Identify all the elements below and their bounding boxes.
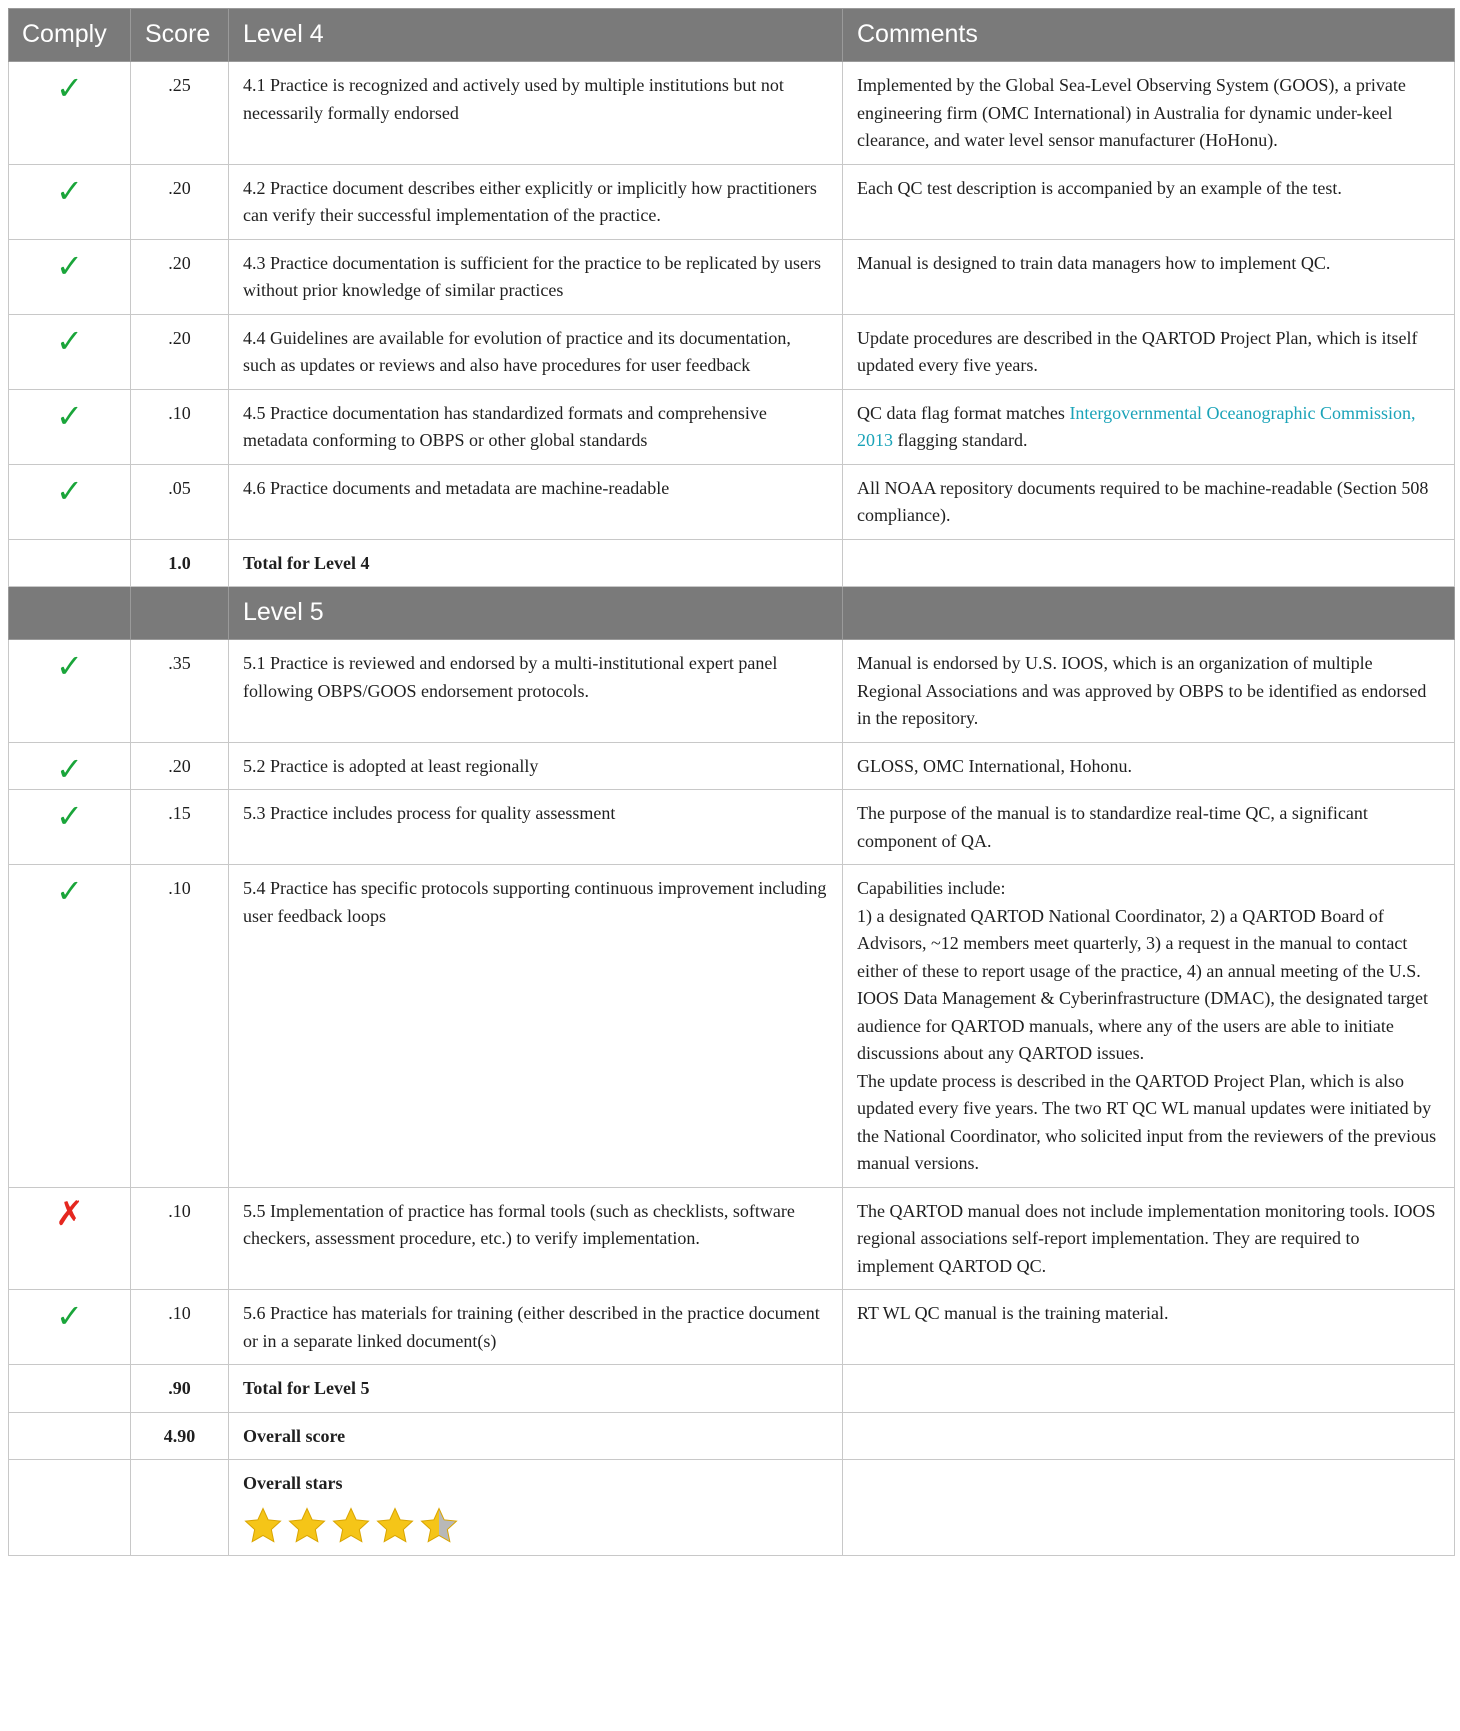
overall-score-row [9, 1412, 1455, 1460]
criterion-cell: 4.5 Practice documentation has standardized formats and comprehensive metadata conforming to OBPS or other global standards [229, 389, 843, 464]
star-icon [287, 1506, 327, 1546]
score-cell: .20 [131, 742, 229, 790]
comment-line: The update process is described in the QARTOD Project Plan, which is also updated every five years. The two RT QC WL manual updates were initiated by the National Coordinator, who solicited input from the reviewers of the previous manual versions. [857, 1070, 1437, 1173]
table-row [9, 1187, 1455, 1290]
total-row [9, 1365, 1455, 1413]
score-cell: .05 [131, 464, 229, 539]
comment-text: QC data flag format matches [857, 402, 1070, 423]
overall-score-label: Overall score [229, 1412, 843, 1460]
overall-stars-row [9, 1460, 1455, 1556]
stars-cell [229, 1460, 843, 1556]
comment-cell: Manual is designed to train data managers how to implement QC. [843, 239, 1455, 314]
score-cell: .20 [131, 239, 229, 314]
comment-cell: Implemented by the Global Sea-Level Observing System (GOOS), a private engineering firm (OMC International) in Australia for dynamic under-keel clearance, and water level sensor manufacturer (HoHonu). [843, 62, 1455, 165]
star-icon [243, 1506, 283, 1546]
comply-cell [9, 790, 131, 865]
comment-line: 1) a designated QARTOD National Coordinator, 2) a QARTOD Board of Advisors, ~12 members meet quarterly, 3) a request in the manual to contact either of these to report usage of the practice, 4) an annual meeting of the U.S. IOOS Data Management & Cyberinfrastructure (DMAC), the designated target audience for QARTOD manuals, where any of the users are able to initiate discussions about any QARTOD issues. [857, 905, 1428, 1063]
comment-cell: GLOSS, OMC International, Hohonu. [843, 742, 1455, 790]
check-icon: ✓ [56, 872, 83, 910]
criterion-cell: 4.3 Practice documentation is sufficient for the practice to be replicated by users without prior knowledge of similar practices [229, 239, 843, 314]
comply-cell [9, 62, 131, 165]
overall-stars-label: Overall stars [243, 1473, 343, 1493]
check-icon: ✓ [56, 647, 83, 685]
level-heading: Level 5 [229, 587, 843, 640]
total-label: Total for Level 5 [229, 1365, 843, 1413]
table-header [9, 9, 1455, 62]
table-row [9, 742, 1455, 790]
criterion-cell: 5.4 Practice has specific protocols supporting continuous improvement including user feedback loops [229, 865, 843, 1188]
criterion-cell: 5.3 Practice includes process for quality assessment [229, 790, 843, 865]
comply-cell [9, 1412, 131, 1460]
table-row [9, 62, 1455, 165]
comply-cell [9, 389, 131, 464]
comment-text: flagging standard. [893, 430, 1028, 450]
header-level: Level 4 [229, 9, 843, 62]
comment-cell [843, 1460, 1455, 1556]
score-cell: .10 [131, 865, 229, 1188]
table-row [9, 314, 1455, 389]
score-cell: .10 [131, 1187, 229, 1290]
check-icon: ✓ [56, 749, 83, 788]
criterion-cell: 4.1 Practice is recognized and actively used by multiple institutions but not necessarily formally endorsed [229, 62, 843, 165]
check-icon: ✓ [56, 69, 83, 107]
score-cell: .20 [131, 314, 229, 389]
check-icon: ✓ [56, 171, 83, 210]
comment-cell [843, 865, 1455, 1188]
comment-cell: Each QC test description is accompanied by an example of the test. [843, 164, 1455, 239]
comment-cell: The QARTOD manual does not include implementation monitoring tools. IOOS regional associations self-report implementation. They are required to implement QARTOD QC. [843, 1187, 1455, 1290]
criterion-cell: 4.4 Guidelines are available for evolution of practice and its documentation, such as updates or reviews and also have procedures for user feedback [229, 314, 843, 389]
comply-cell [9, 314, 131, 389]
check-icon: ✓ [56, 396, 83, 435]
star-icon [331, 1506, 371, 1546]
table-row [9, 389, 1455, 464]
comment-cell [843, 389, 1455, 464]
comment-cell [843, 539, 1455, 587]
comply-cell [9, 742, 131, 790]
criterion-cell: 4.6 Practice documents and metadata are machine-readable [229, 464, 843, 539]
level-heading-row [9, 587, 1455, 640]
comply-cell [9, 164, 131, 239]
check-icon: ✓ [56, 321, 83, 360]
total-row [9, 539, 1455, 587]
header-comply: Comply [9, 9, 131, 62]
criterion-cell: 5.2 Practice is adopted at least regionally [229, 742, 843, 790]
star-icon [375, 1506, 415, 1546]
score-cell: .10 [131, 389, 229, 464]
comply-cell [9, 1187, 131, 1290]
cross-icon: ✗ [55, 1193, 84, 1234]
comply-cell [9, 1290, 131, 1365]
criterion-cell: 5.6 Practice has materials for training (either described in the practice document or in a separate linked document(s) [229, 1290, 843, 1365]
comment-cell [843, 1365, 1455, 1413]
table-row [9, 239, 1455, 314]
comply-cell [9, 464, 131, 539]
header-comments: Comments [843, 9, 1455, 62]
check-icon: ✓ [56, 1297, 83, 1335]
total-score: 1.0 [131, 539, 229, 587]
comment-line: Capabilities include: [857, 878, 1006, 898]
total-score: .90 [131, 1365, 229, 1413]
comply-cell [9, 539, 131, 587]
check-icon: ✓ [56, 246, 83, 285]
star-rating [243, 1506, 828, 1546]
assessment-table [8, 8, 1455, 1556]
comment-cell: Update procedures are described in the QARTOD Project Plan, which is itself updated every five years. [843, 314, 1455, 389]
citation-link[interactable]: Intergovernmental Oceanographic Commission, 2013 [857, 402, 1416, 450]
score-cell [131, 1460, 229, 1556]
comment-cell: RT WL QC manual is the training material. [843, 1290, 1455, 1365]
criterion-cell: 4.2 Practice document describes either explicitly or implicitly how practitioners can verify their successful implementation of the practice. [229, 164, 843, 239]
check-icon: ✓ [56, 797, 83, 835]
comply-cell [9, 239, 131, 314]
table-row [9, 464, 1455, 539]
score-cell: .15 [131, 790, 229, 865]
star-icon [419, 1506, 459, 1546]
comment-cell [843, 1412, 1455, 1460]
comment-cell: The purpose of the manual is to standardize real-time QC, a significant component of QA. [843, 790, 1455, 865]
table-row [9, 640, 1455, 743]
check-icon: ✓ [56, 471, 83, 510]
comment-cell: All NOAA repository documents required to be machine-readable (Section 508 compliance). [843, 464, 1455, 539]
criterion-cell: 5.1 Practice is reviewed and endorsed by a multi-institutional expert panel following OBPS/GOOS endorsement protocols. [229, 640, 843, 743]
comply-cell [9, 640, 131, 743]
criterion-cell: 5.5 Implementation of practice has formal tools (such as checklists, software checkers, assessment procedure, etc.) to verify implementation. [229, 1187, 843, 1290]
score-cell: .10 [131, 1290, 229, 1365]
comply-cell [9, 865, 131, 1188]
score-cell: .20 [131, 164, 229, 239]
score-cell: .25 [131, 62, 229, 165]
table-row [9, 865, 1455, 1188]
score-cell: .35 [131, 640, 229, 743]
overall-score: 4.90 [131, 1412, 229, 1460]
header-score: Score [131, 9, 229, 62]
table-row [9, 164, 1455, 239]
comply-cell [9, 1365, 131, 1413]
table-row [9, 1290, 1455, 1365]
comply-cell [9, 1460, 131, 1556]
comment-cell: Manual is endorsed by U.S. IOOS, which is an organization of multiple Regional Associations and was approved by OBPS to be identified as endorsed in the repository. [843, 640, 1455, 743]
total-label: Total for Level 4 [229, 539, 843, 587]
table-row [9, 790, 1455, 865]
